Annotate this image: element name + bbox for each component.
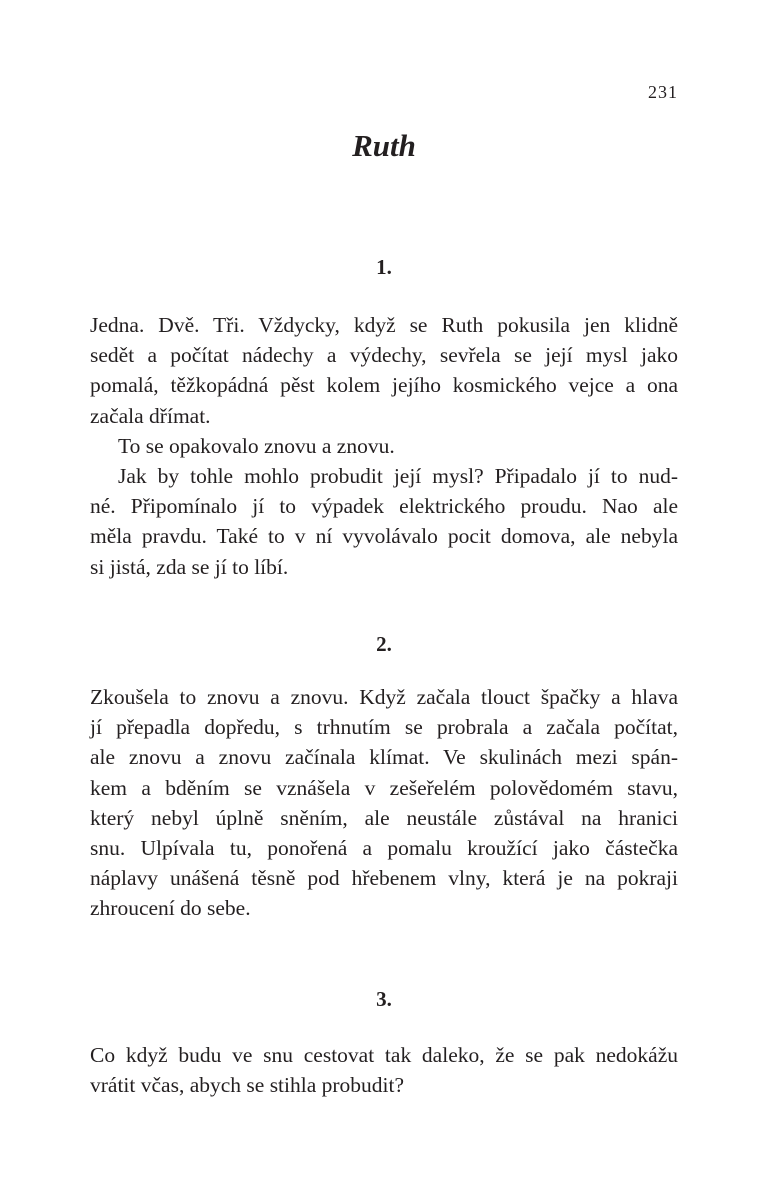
text-line: který nebyl úplně sněním, ale neustále zůstával na hranici: [90, 805, 678, 830]
text-line: kem a bděním se vznášela v zešeřelém polovědomém stavu,: [90, 775, 678, 800]
text-line: sedět a počítat nádechy a výdechy, sevřela se její mysl jako: [90, 343, 678, 368]
text-line: začala dřímat.: [90, 403, 211, 428]
text-line: náplavy unášená těsně pod hřebenem vlny, která je na pokraji: [90, 866, 678, 891]
text-line: měla pravdu. Také to v ní vyvolávalo pocit domova, ale nebyla: [90, 524, 678, 549]
text-line: vrátit včas, abych se stihla probudit?: [90, 1073, 405, 1098]
text-line: Zkoušela to znovu a znovu. Když začala tlouct špačky a hlava: [90, 685, 678, 709]
text-line: ale znovu a znovu začínala klímat. Ve skulinách mezi spán-: [90, 745, 678, 770]
section-2-text: [90, 682, 678, 924]
section-heading-1: 1.: [376, 255, 392, 279]
section-heading-2: 2.: [376, 632, 392, 656]
page-number: 231: [648, 82, 678, 102]
text-line: pomalá, těžkopádná pěst kolem jejího kosmického vejce a ona: [90, 373, 678, 398]
section-heading-3: 3.: [376, 987, 392, 1011]
text-line: Jak by tohle mohlo probudit její mysl? Připadalo jí to nud-: [118, 463, 678, 488]
text-line: To se opakovalo znovu a znovu.: [118, 433, 395, 458]
text-line: snu. Ulpívala tu, ponořená a pomalu kroužící jako částečka: [90, 835, 678, 860]
text-line: jí přepadla dopředu, s trhnutím se probrala a začala počítat,: [90, 715, 678, 740]
text-line: Co když budu ve snu cestovat tak daleko, že se pak nedokážu: [90, 1043, 678, 1067]
text-line: né. Připomínalo jí to výpadek elektrického proudu. Nao ale: [90, 494, 678, 519]
text-line: zhroucení do sebe.: [90, 896, 251, 921]
section-1-text: [90, 310, 678, 582]
text-line: Jedna. Dvě. Tři. Vždycky, když se Ruth pokusila jen klidně: [90, 313, 678, 337]
section-3-text: [90, 1040, 678, 1100]
chapter-title: Ruth: [352, 128, 416, 163]
text-line: si jistá, zda se jí to líbí.: [90, 554, 289, 579]
